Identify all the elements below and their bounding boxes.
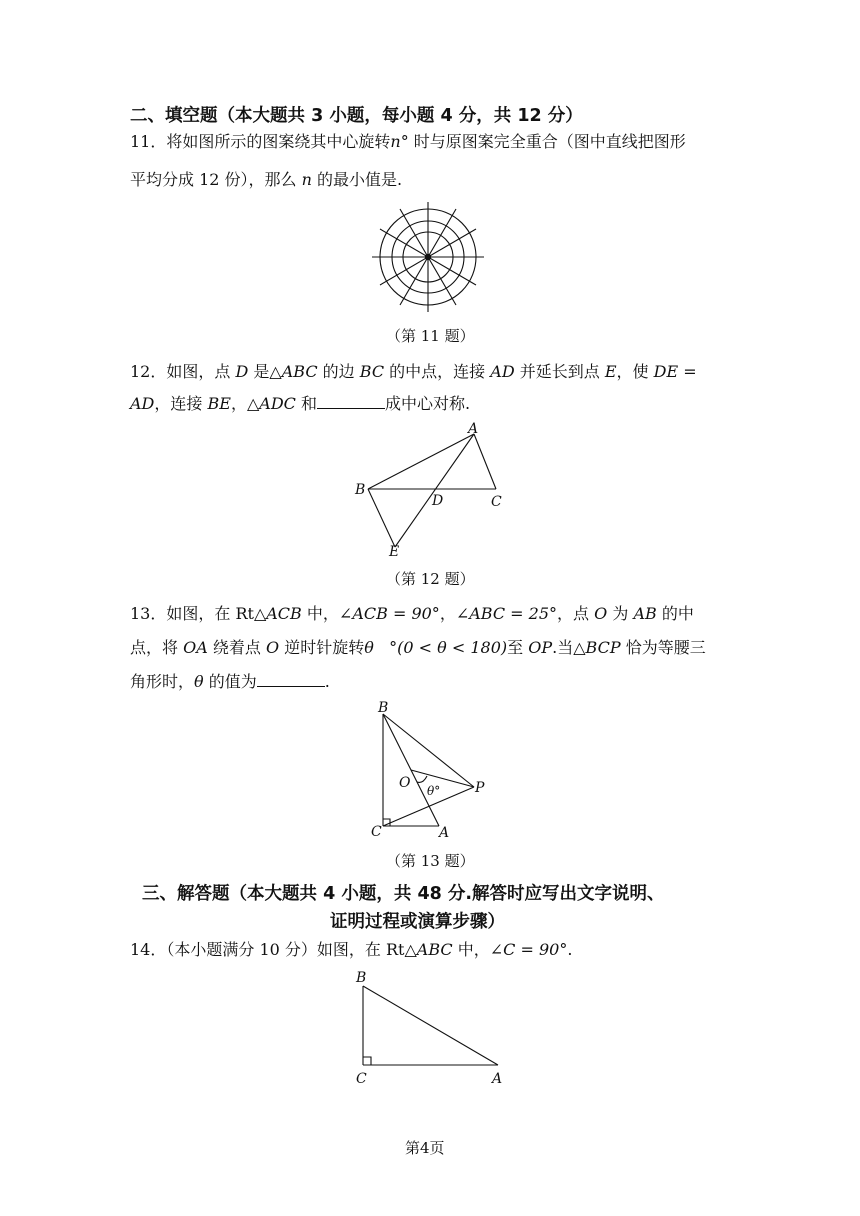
q13-var: ∠ACB = 90° <box>338 604 440 623</box>
q11-text: 平均分成 12 份），那么 <box>130 170 297 189</box>
q13-text: ， <box>439 604 456 623</box>
q14-var: ∠C = 90° <box>489 940 568 959</box>
q12-caption: （第 12 题） <box>386 570 475 588</box>
q14-line1 <box>130 940 572 960</box>
q13-text: 绕着点 <box>212 638 261 657</box>
q12-figure-triangles <box>350 422 520 562</box>
q13-answer-blank[interactable] <box>257 672 325 687</box>
q12-text: 的中点，连接 <box>389 362 486 381</box>
q11-var-n: n <box>301 170 312 189</box>
q13-text: 恰为等腰三 <box>625 638 706 657</box>
q13-label-P: P <box>475 780 485 796</box>
q14-text: 中， <box>457 940 490 959</box>
q13-label-C: C <box>371 824 382 840</box>
q13-line2 <box>130 638 706 658</box>
q13-var: △BCP <box>573 638 621 657</box>
q12-var: AD <box>130 394 155 413</box>
q12-text: 的边 <box>322 362 355 381</box>
q13-var: O <box>594 604 608 623</box>
q13-text: 点，将 <box>130 638 179 657</box>
q14-figure-right-triangle <box>350 966 510 1091</box>
q13-text: 为 <box>612 604 629 623</box>
q13-text: ° <box>389 638 398 657</box>
q13-text: 的中 <box>661 604 694 623</box>
q12-label-A: A <box>468 421 479 437</box>
q13-text: . <box>324 672 330 691</box>
q12-var: AD <box>490 362 515 381</box>
section-heading-answer-line1: 三、解答题（本大题共 4 小题，共 48 分.解答时应写出文字说明、 <box>142 884 665 904</box>
center-dot <box>425 254 431 260</box>
q11-text: 11．将如图所示的图案绕其中心旋转 <box>130 132 391 151</box>
q12-label-C: C <box>491 494 502 510</box>
q12-var: BE <box>207 394 231 413</box>
q13-label-A: A <box>439 825 450 841</box>
q13-figure-rotation <box>365 700 500 845</box>
q13-var: OA <box>183 638 208 657</box>
q13-text: 13．如图，在 Rt <box>130 604 254 623</box>
q13-var: O <box>265 638 280 657</box>
q12-text: ， <box>230 394 247 413</box>
q13-text: 的值为 <box>208 672 257 691</box>
q13-label-B: B <box>378 700 389 716</box>
q11-caption: （第 11 题） <box>386 327 475 345</box>
q12-text: 和 <box>300 394 317 413</box>
q14-var: △ABC <box>404 940 453 959</box>
q13-var: △ACB <box>253 604 302 623</box>
q12-answer-blank[interactable] <box>317 394 385 409</box>
q12-text: 12．如图，点 <box>130 362 231 381</box>
q12-var: E <box>604 362 617 381</box>
q14-label-B: B <box>356 970 367 986</box>
q12-label-B: B <box>355 482 366 498</box>
q11-line1 <box>130 132 686 152</box>
q12-text: ，连接 <box>154 394 203 413</box>
q11-text: ° 时与原图案完全重合（图中直线把图形 <box>400 132 686 151</box>
q12-label-D: D <box>432 493 444 509</box>
q12-text: 成中心对称. <box>385 394 471 413</box>
q12-text: 并延长到点 <box>519 362 600 381</box>
q12-var: BC <box>359 362 385 381</box>
q12-line2 <box>130 394 470 414</box>
q13-var: OP <box>528 638 553 657</box>
q13-text: 至 <box>507 638 524 657</box>
q13-var: AB <box>633 604 657 623</box>
q13-var: ∠ABC = 25° <box>455 604 558 623</box>
q12-var: △ADC <box>246 394 296 413</box>
q12-text: ，使 <box>616 362 649 381</box>
q13-text: .当 <box>552 638 574 657</box>
q13-line3 <box>130 672 330 692</box>
q13-label-theta: θ° <box>427 784 441 798</box>
right-angle-mark <box>363 1057 371 1065</box>
q12-text: 是 <box>253 362 270 381</box>
q13-var: (0 < θ < 180) <box>397 638 508 657</box>
q14-label-A: A <box>492 1071 503 1087</box>
q12-label-E: E <box>389 544 400 560</box>
q11-text: 的最小值是. <box>317 170 403 189</box>
q13-text: 中， <box>306 604 339 623</box>
q11-figure-concentric-circles <box>372 202 488 318</box>
q13-text: 逆时针旋转 <box>284 638 365 657</box>
q11-var-n: n <box>390 132 401 151</box>
q13-caption: （第 13 题） <box>386 852 475 870</box>
theta-arc <box>417 776 427 782</box>
q12-var: △ABC <box>269 362 318 381</box>
q14-text: . <box>567 940 573 959</box>
section-heading-answer-line2: 证明过程或演算步骤） <box>330 912 505 932</box>
q12-var: D <box>235 362 249 381</box>
q14-text: 14．（本小题满分 10 分）如图，在 Rt <box>130 940 405 959</box>
q14-label-C: C <box>356 1071 367 1087</box>
q13-var: θ <box>364 638 374 657</box>
q11-line2 <box>130 170 402 190</box>
q13-var: θ <box>194 672 204 691</box>
q13-line1 <box>130 604 694 624</box>
q13-label-O: O <box>399 775 411 791</box>
q13-text: ，点 <box>557 604 590 623</box>
q12-var: DE = <box>653 362 697 381</box>
section-heading-fill-in: 二、填空题（本大题共 3 小题，每小题 4 分，共 12 分） <box>130 106 583 126</box>
page-number: 第4页 <box>405 1139 445 1157</box>
q13-text: 角形时， <box>130 672 195 691</box>
q12-line1 <box>130 362 697 382</box>
